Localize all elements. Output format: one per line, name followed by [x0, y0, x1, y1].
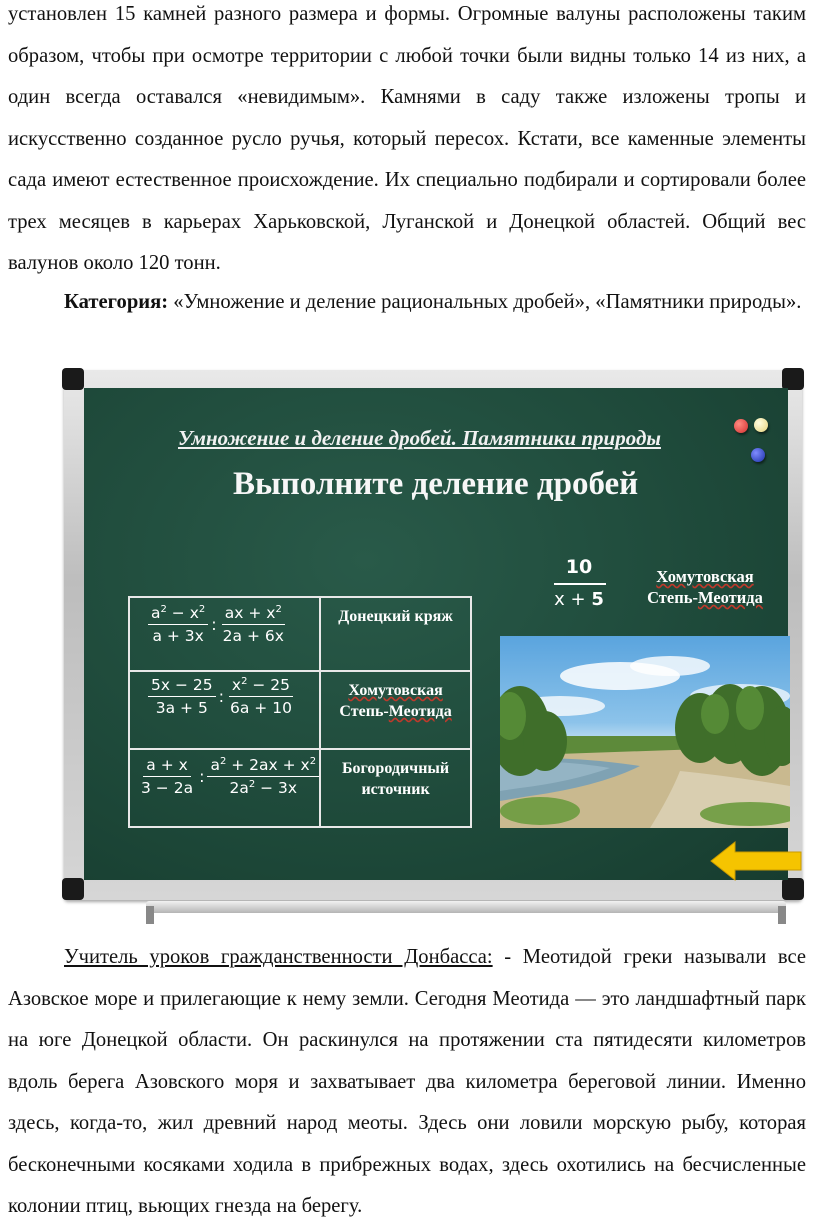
- division-sign: :: [211, 615, 217, 635]
- back-arrow-icon[interactable]: [709, 840, 804, 882]
- table-row: [129, 671, 471, 749]
- table-row: [129, 597, 471, 671]
- speaker-label: Учитель уроков гражданственности Донбасса:: [64, 946, 493, 968]
- tray-post: [146, 906, 154, 924]
- answer-text: Хомутовская: [348, 681, 443, 699]
- target-answer-label: [630, 566, 780, 608]
- yellow-magnet-icon: [754, 418, 768, 432]
- target-fraction-numerator: 10: [565, 556, 593, 578]
- division-sign: :: [199, 767, 205, 787]
- division-sign: :: [218, 686, 224, 706]
- category-text: «Умножение и деление рациональных дробей», «Памятники природы».: [168, 291, 802, 313]
- target-denominator-num: 5: [591, 589, 604, 610]
- target-denominator-var: x +: [554, 589, 592, 610]
- landscape-illustration: [500, 636, 790, 828]
- answer-cell[interactable]: [320, 749, 471, 827]
- blackboard: [60, 368, 812, 925]
- frame-corner: [62, 878, 84, 900]
- category-label: Категория:: [64, 291, 169, 313]
- fraction: $x^2 - 25$ 6a + 10: [230, 675, 292, 717]
- fraction: $a^2 - x^2$ a + 3x: [148, 604, 208, 645]
- target-fraction-denominator: [552, 589, 606, 610]
- category-paragraph: [8, 282, 806, 324]
- answer-text: Богородичный: [341, 759, 450, 777]
- chalk-tray: [146, 901, 786, 913]
- answer-cell[interactable]: [320, 671, 471, 749]
- steppe-landscape-photo: [500, 636, 790, 828]
- teacher-paragraph: [8, 937, 806, 1228]
- frame-corner: [782, 368, 804, 390]
- fraction: ax + $x^2$ 2a + 6x: [222, 604, 284, 646]
- teacher-text: - Меотидой греки называли все Азовское море и прилегающие к нему земли. Сегодня Меотида — это ландшафтный парк на юге Донецкой области. Он раскинулся на протяжении ста пятидесяти километров вдоль берега Азовского моря и захватывает два километра береговой линии. Именно здесь, когда-то, жил древний народ меоты. Здесь они ловили морскую рыбу, которая бесконечными косяками ходила в прибрежных водах, здесь охотились на бесчисленные колонии птиц, вьющих гнезда на берегу.: [8, 946, 806, 1217]
- board-surface: [84, 388, 788, 880]
- board-subtitle: Умножение и деление дробей. Памятники природы: [178, 426, 661, 450]
- target-fraction-bar: [554, 583, 606, 585]
- frame-corner: [62, 368, 84, 390]
- fraction: a + x 3 − 2a: [141, 756, 194, 798]
- answer-text: Степь-Меотида: [339, 702, 452, 720]
- tray-post: [778, 906, 786, 924]
- fraction-task-table: [128, 596, 472, 828]
- board-title: Выполните деление дробей: [233, 466, 639, 502]
- fraction: 5x − 25 3a + 5: [148, 676, 216, 717]
- answer-cell[interactable]: [320, 597, 471, 671]
- table-row: [129, 749, 471, 827]
- expression-cell: [129, 671, 320, 749]
- fraction: $a^2 + 2ax + x^2$ $2a^2 - 3x$: [207, 756, 319, 797]
- answer-text: источник: [361, 780, 430, 798]
- target-answer-line2: [630, 587, 780, 608]
- target-answer-prefix: Степь-: [647, 588, 698, 607]
- target-answer-line1: Хомутовская: [656, 567, 754, 586]
- expression-cell: [129, 597, 320, 671]
- intro-paragraph: установлен 15 камней разного размера и формы. Огромные валуны расположены таким образом, чтобы при осмотре территории с любой точки были видны только 14 из них, а один всегда оставался «невидимым». Камнями в саду также изложены тропы и искусственно созданное русло ручья, который пересох. Кстати, все каменные элементы сада имеют естественное происхождение. Их специально подбирали и сортировали более трех месяцев в карьерах Харьковской, Луганской и Донецкой областей. Общий вес валунов около 120 тонн.: [8, 3, 806, 274]
- answer-text: Донецкий кряж: [338, 608, 453, 625]
- red-magnet-icon: [734, 419, 748, 433]
- blue-magnet-icon: [751, 448, 765, 462]
- expression-cell: [129, 749, 320, 827]
- target-answer-suffix: Меотида: [697, 588, 763, 607]
